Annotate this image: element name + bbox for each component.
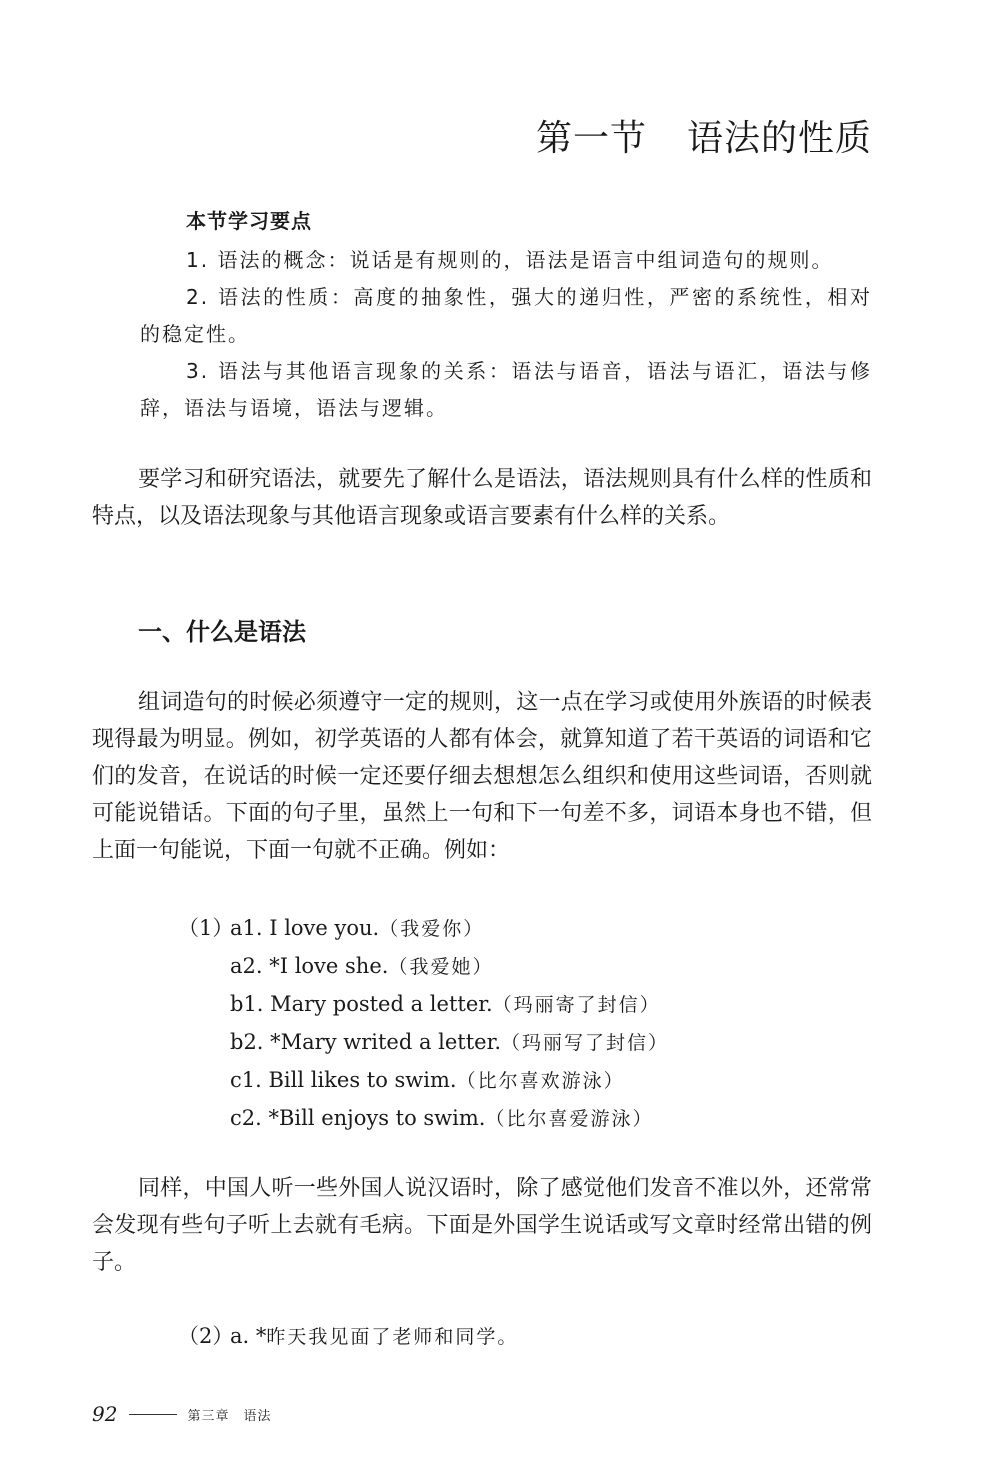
example-sentence: b2. *Mary writed a letter. [230,1030,502,1054]
example-row [178,986,669,1024]
example-number: （1） [178,916,234,940]
key-point-item: 1. 语法的概念：说话是有规则的，语法是语言中组词造句的规则。 [186,248,834,272]
example-gloss: （比尔喜欢游泳） [456,1070,625,1092]
section-name: 语法的性质 [686,118,872,160]
example-gloss: （比尔喜爱游泳） [485,1108,654,1130]
example-row [178,910,669,948]
page-number: 92 [92,1402,118,1426]
page-footer [92,1402,271,1426]
example-gloss: （我爱她） [388,956,494,978]
example-sentence: a2. *I love she. [230,954,389,978]
body-paragraph: 同样，中国人听一些外国人说汉语时，除了感觉他们发音不准以外，还常常会发现有些句子听上去就有毛病。下面是外国学生说话或写文章时经常出错的例子。 [92,1176,872,1275]
example-row [178,1024,669,1062]
chapter-label: 第三章 语法 [187,1408,272,1424]
example-label: a. * [230,1324,267,1348]
example-sentence: c2. *Bill enjoys to swim. [230,1106,486,1130]
key-points-list [140,242,872,427]
subheading: 一、什么是语法 [138,617,306,646]
example-sentence: b1. Mary posted a letter. [230,992,493,1016]
body-paragraph: 组词造句的时候必须遵守一定的规则，这一点在学习或使用外族语的时候表现得最为明显。例如，初学英语的人都有体会，就算知道了若干英语的词语和它们的发音，在说话的时候一定还要仔细去想想怎么组织和使用这些词语，否则就可能说错话。下面的句子里，虽然上一句和下一句差不多，词语本身也不错，但上面一句能说，下面一句就不正确。例如： [92,690,872,863]
example-2 [178,1320,518,1350]
example-row [178,1062,669,1100]
key-point-item: 3. 语法与其他语言现象的关系：语法与语音，语法与语汇，语法与修辞，语法与语境，语法与逻辑。 [140,359,872,420]
example-gloss: （玛丽寄了封信） [492,994,661,1016]
key-point-item: 2. 语法的性质：高度的抽象性，强大的递归性，严密的系统性，相对的稳定性。 [140,285,872,346]
key-points-title: 本节学习要点 [186,209,312,233]
example-gloss: （我爱你） [379,918,485,940]
example-sentence: 昨天我见面了老师和同学。 [266,1326,519,1348]
example-sentence: a1. I love you. [230,916,380,940]
example-1-list [178,910,669,1138]
intro-paragraph: 要学习和研究语法，就要先了解什么是语法，语法规则具有什么样的性质和特点，以及语法现象与其他语言现象或语言要素有什么样的关系。 [92,467,872,529]
example-sentence: c1. Bill likes to swim. [230,1068,457,1092]
example-number: （2） [178,1324,234,1348]
example-gloss: （玛丽写了封信） [501,1032,670,1054]
example-row [178,1100,669,1138]
footer-rule [129,1414,177,1415]
section-number: 第一节 [535,118,647,160]
example-row [178,948,669,986]
section-title [536,110,872,161]
